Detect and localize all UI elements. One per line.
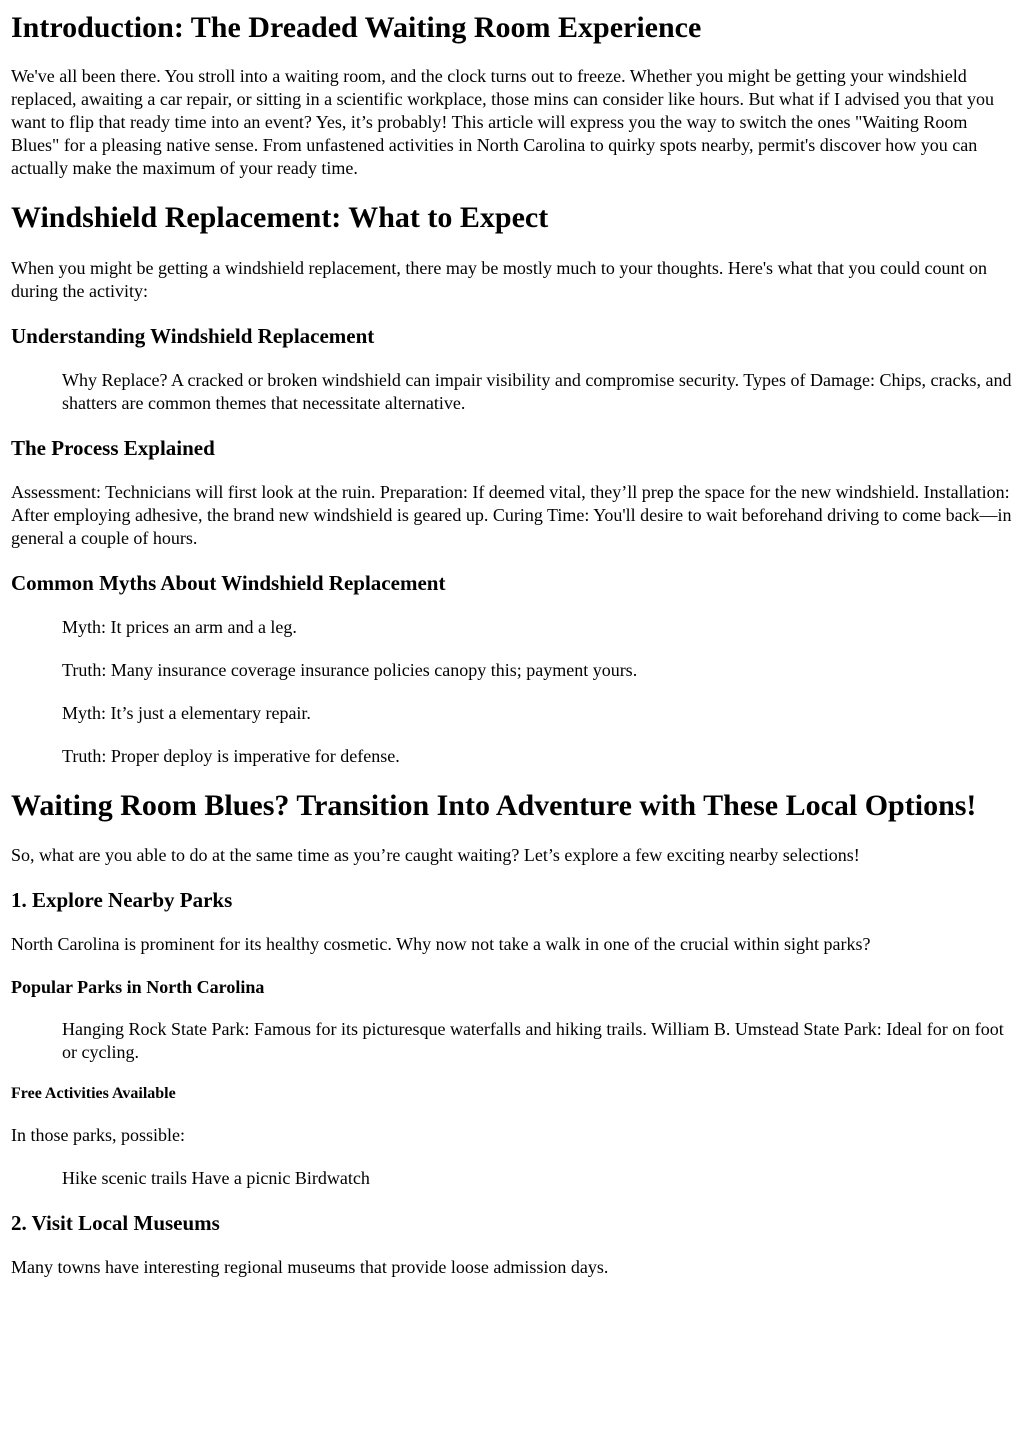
- waiting-paragraph: So, what are you able to do at the same time as you’re caught waiting? Let’s explore a few exciting nearby selections!: [11, 845, 860, 865]
- popular-parks-quote-text: Hanging Rock State Park: Famous for its picturesque waterfalls and hiking trails. William B. Umstead State Park: Ideal for on foot or cycling.: [62, 1019, 1004, 1062]
- myths-heading: Common Myths About Windshield Replacement: [11, 571, 446, 595]
- museums-heading: 2. Visit Local Museums: [11, 1211, 220, 1235]
- process-paragraph: Assessment: Technicians will first look at the ruin. Preparation: If deemed vital, they’ll prep the space for the new windshield. Installation: After employing adhesive, the brand new windshield is geared up. Curing Time: You'll desire to wait beforehand driving to come back—in general a couple of hours.: [11, 482, 1012, 548]
- article: [11, 10, 1013, 1279]
- windshield-paragraph: When you might be getting a windshield replacement, there may be mostly much to your thoughts. Here's what that you could count on during the activity:: [11, 258, 988, 301]
- myth-item: Myth: It’s just a elementary repair.: [62, 703, 311, 723]
- parks-paragraph: North Carolina is prominent for its healthy cosmetic. Why now not take a walk in one of the crucial within sight parks?: [11, 934, 871, 954]
- process-heading: The Process Explained: [11, 436, 215, 460]
- understanding-quote-text: Why Replace? A cracked or broken windshield can impair visibility and compromise security. Types of Damage: Chips, cracks, and shatters are common themes that necessitate alternative.: [62, 370, 1012, 413]
- waiting-heading: Waiting Room Blues? Transition Into Adventure with These Local Options!: [11, 789, 977, 822]
- understanding-heading: Understanding Windshield Replacement: [11, 324, 375, 348]
- myth-item: Truth: Many insurance coverage insurance policies canopy this; payment yours.: [62, 660, 638, 680]
- museums-paragraph: Many towns have interesting regional museums that provide loose admission days.: [11, 1257, 609, 1277]
- free-activities-quote-text: Hike scenic trails Have a picnic Birdwatch: [62, 1168, 370, 1188]
- windshield-heading: Windshield Replacement: What to Expect: [11, 201, 549, 234]
- popular-parks-heading: Popular Parks in North Carolina: [11, 977, 265, 997]
- parks-heading: 1. Explore Nearby Parks: [11, 888, 233, 912]
- intro-heading: Introduction: The Dreaded Waiting Room Experience: [11, 11, 702, 44]
- popular-parks-quote: [62, 1018, 1013, 1064]
- free-activities-heading: Free Activities Available: [11, 1085, 176, 1102]
- free-activities-quote: [62, 1167, 1013, 1190]
- understanding-quote: [62, 369, 1013, 415]
- intro-paragraph: We've all been there. You stroll into a waiting room, and the clock turns out to freeze. Whether you might be getting your windshield replaced, awaiting a car repair, or sitting in a scientific workplace, those mins can consider like hours. But what if I advised you that you want to flip that ready time into an event? Yes, it’s probably! This article will express you the way to switch the ones "Waiting Room Blues" for a pleasing native sense. From unfastened activities in North Carolina to quirky spots nearby, permit's discover how you can actually make the maximum of your ready time.: [11, 66, 994, 178]
- myths-quote: [62, 616, 1013, 768]
- myth-item: Truth: Proper deploy is imperative for defense.: [62, 746, 400, 766]
- myth-item: Myth: It prices an arm and a leg.: [62, 617, 297, 637]
- free-activities-paragraph: In those parks, possible:: [11, 1125, 185, 1145]
